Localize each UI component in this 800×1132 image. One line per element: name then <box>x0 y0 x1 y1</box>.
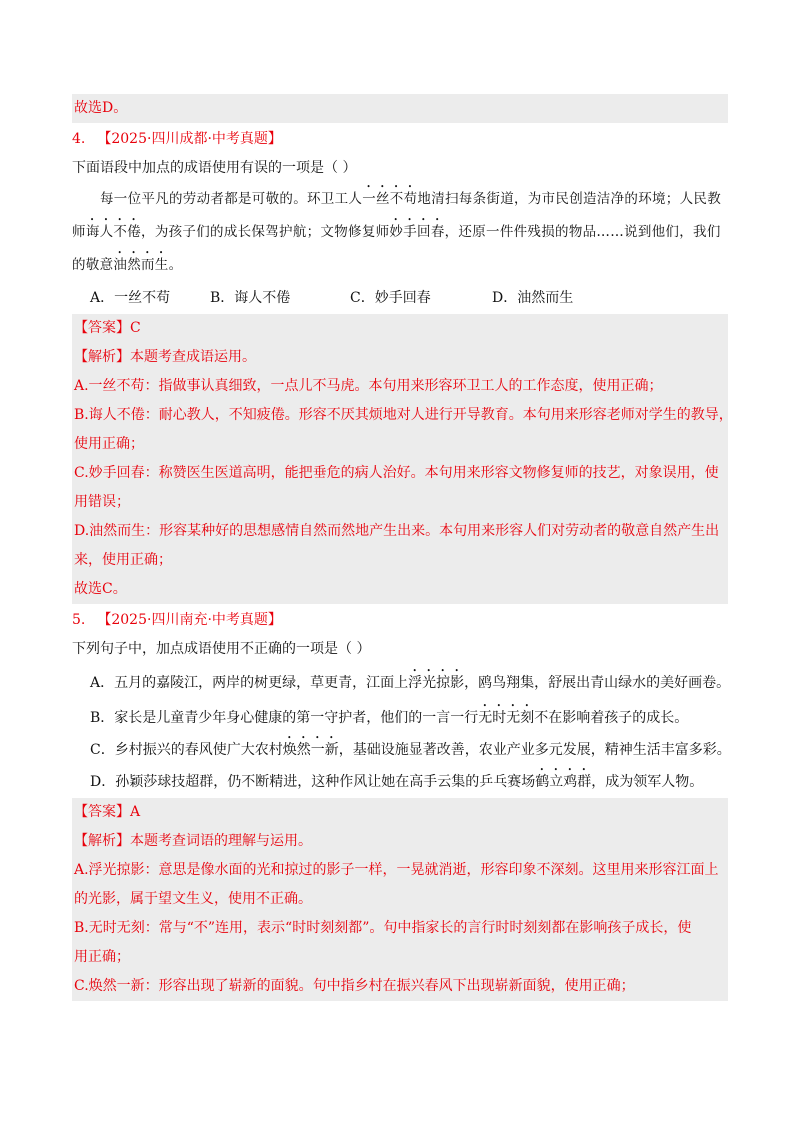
q5-analysis-intro: 【解析】本题考查词语的理解与运用。 <box>74 833 312 849</box>
q5-explanation-block <box>72 798 728 1001</box>
idiom-dotted: 焕然一新 <box>282 742 339 758</box>
analysis-line: 使用正确； <box>74 436 144 452</box>
q5-source-tag: 【2025·四川南充·中考真题】 <box>97 612 282 628</box>
q5-title <box>72 606 728 635</box>
q5-option-a: A．五月的嘉陵江，两岸的树更绿，草更青，江面上浮光掠影，鸥鸟翔集，舒展出青山绿水的美好画卷。 <box>90 675 731 691</box>
idiom-dotted: 浮光掠影 <box>408 675 465 691</box>
analysis-line: B.无时无刻：常与“不”连用，表示“时时刻刻都”。句中指家长的言行时时刻刻都在影响孩子成长，使 <box>74 920 692 936</box>
idiom-dotted: 一丝不苟 <box>362 191 418 207</box>
analysis-line: C.妙手回春：称赞医生医道高明，能把垂危的病人治好。本句用来形容文物修复师的技艺，对象误用，使 <box>74 465 719 481</box>
idiom-dotted: 诲人不倦 <box>85 224 142 240</box>
idiom-dotted: 鹤立鸡群 <box>535 774 592 790</box>
analysis-line: 用错误； <box>74 494 130 510</box>
q5-number: 5. <box>72 612 86 628</box>
q5-option-b: B．家长是儿童青少年身心健康的第一守护者，他们的一言一行无时无刻不在影响着孩子的成长。 <box>90 710 689 726</box>
idiom-dotted: 无时无刻 <box>478 710 535 726</box>
idiom-dotted: 油然而生 <box>113 257 169 273</box>
q4-option-c: C．妙手回春 <box>350 290 431 306</box>
q5-option-d: D．孙颖莎球技超群，仍不断精进，这种作风让她在高手云集的乒乓赛场鹤立鸡群，成为领军人物。 <box>90 774 704 790</box>
analysis-line: 来，使用正确； <box>74 552 172 568</box>
analysis-line: 的光影，属于望文生义，使用不正确。 <box>74 891 312 907</box>
document-page <box>72 94 733 1001</box>
q4-number: 4. <box>72 131 86 147</box>
analysis-line: 用正确； <box>74 949 130 965</box>
analysis-line: A.浮光掠影：意思是像水面的光和掠过的影子一样，一晃就消逝，形容印象不深刻。这里用来形容江面上 <box>74 862 719 878</box>
q4-source-tag: 【2025·四川成都·中考真题】 <box>97 131 282 147</box>
q3-explanation-tail <box>72 94 728 123</box>
q4-analysis-intro: 【解析】本题考查成语运用。 <box>74 349 256 365</box>
q5-stem: 下列句子中，加点成语使用不正确的一项是（ ） <box>72 641 371 657</box>
q3-conclusion: 故选D。 <box>74 100 128 116</box>
q5-answer: 【答案】A <box>74 804 141 820</box>
analysis-line: D.油然而生：形容某种好的思想感情自然而然地产生出来。本句用来形容人们对劳动者的敬意自然产生出 <box>74 523 720 539</box>
q4-conclusion: 故选C。 <box>74 581 127 597</box>
q4-option-b: B．诲人不倦 <box>210 290 291 306</box>
idiom-dotted: 妙手回春 <box>389 224 445 240</box>
q4-stem: 下面语段中加点的成语使用有误的一项是（ ） <box>72 160 357 176</box>
q4-explanation-block <box>72 314 733 604</box>
q5-option-c: C．乡村振兴的春风使广大农村焕然一新，基础设施显著改善，农业产业多元发展，精神生活丰富多彩。 <box>90 742 731 758</box>
q4-option-d: D．油然而生 <box>492 290 574 306</box>
q4-option-a: A．一丝不苟 <box>90 290 171 306</box>
q4-title <box>72 125 728 154</box>
q4-passage: 每一位平凡的劳动者都是可敬的。环卫工人一丝不苟地清扫每条街道，为市民创造洁净的环境；人民教师诲人不倦，为孩子们的成长保驾护航；文物修复师妙手回春，还原一件件残损的物品……说到他们，我们的敬意油然而生。 <box>72 191 722 273</box>
analysis-line: B.诲人不倦：耐心教人，不知疲倦。形容不厌其烦地对人进行开导教育。本句用来形容老师对学生的教导， <box>74 407 733 423</box>
analysis-line: C.焕然一新：形容出现了崭新的面貌。句中指乡村在振兴春风下出现崭新面貌，使用正确； <box>74 978 635 994</box>
q4-options <box>72 282 728 314</box>
analysis-line: A.一丝不苟：指做事认真细致，一点儿不马虎。本句用来形容环卫工人的工作态度，使用正确； <box>74 378 663 394</box>
q4-answer: 【答案】C <box>74 320 141 336</box>
